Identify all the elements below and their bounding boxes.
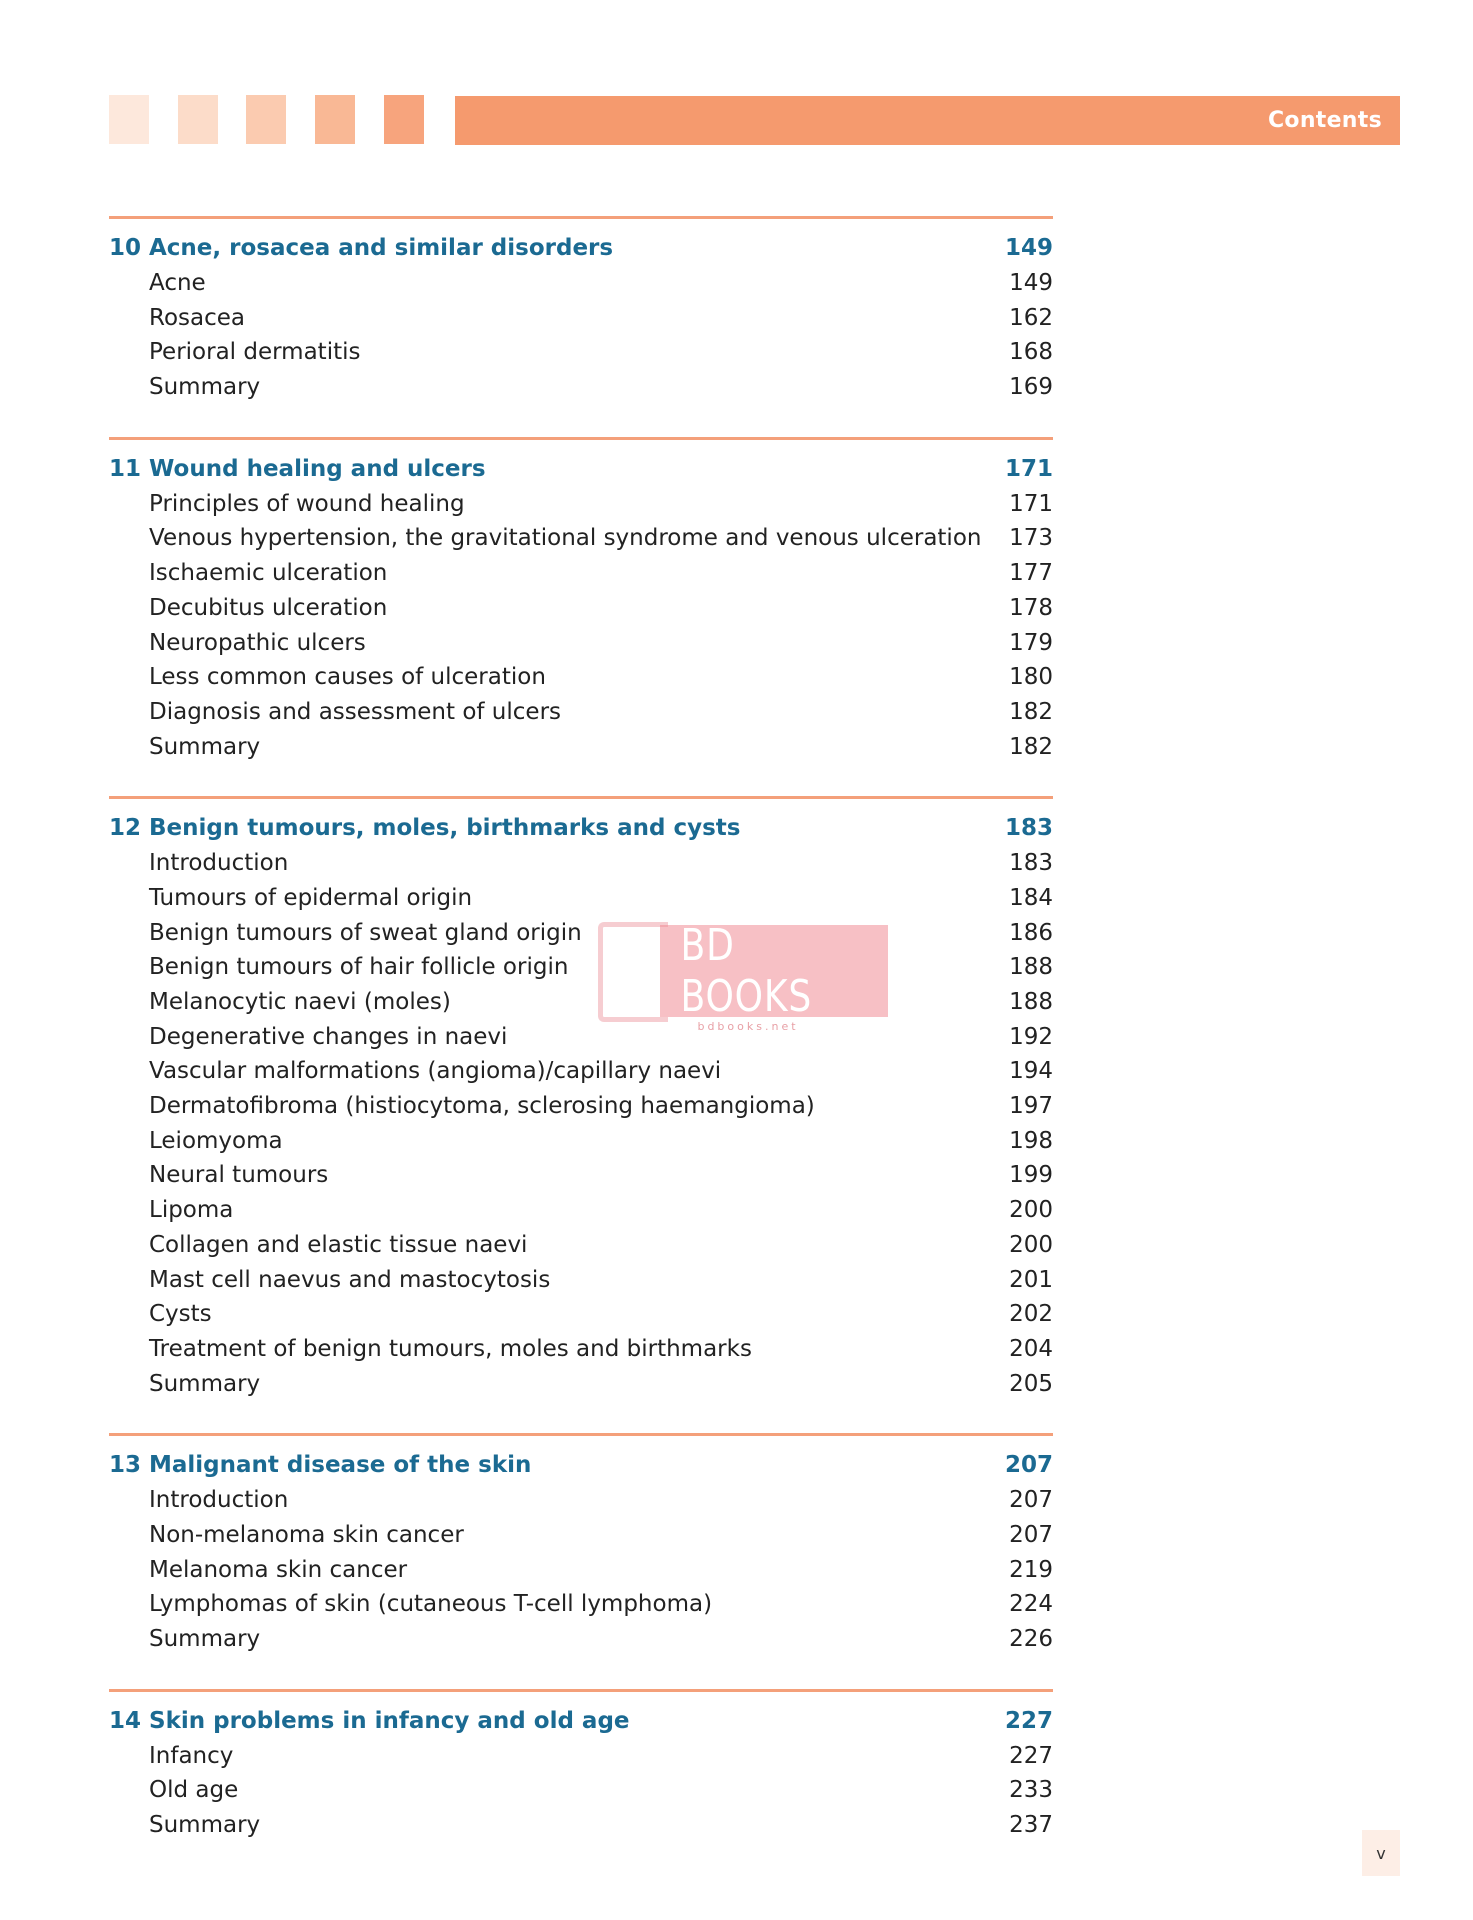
toc-entry-title: Cysts (149, 1301, 212, 1328)
chapter-number: 14 (109, 1707, 142, 1734)
toc-entry-page: 188 (1009, 989, 1053, 1015)
toc-entry-page: 226 (1009, 1626, 1053, 1652)
toc-entry-page: 182 (1009, 698, 1053, 725)
chapter-section (109, 437, 1053, 765)
toc-entry-title: Diagnosis and assessment of ulcers (149, 698, 562, 725)
toc-entry[interactable] (109, 1773, 1053, 1808)
page-number: v (1362, 1830, 1400, 1876)
toc-entry[interactable] (109, 1228, 1053, 1263)
toc-entry-page: 199 (1009, 1162, 1053, 1189)
toc-entry-title: Ischaemic ulceration (149, 560, 388, 587)
toc-entry[interactable] (109, 1020, 1053, 1055)
toc-entry[interactable] (109, 950, 1053, 985)
toc-entry-page: 204 (1009, 1335, 1053, 1362)
toc-entry-page: 207 (1009, 1487, 1053, 1514)
chapter-page: 183 (1004, 815, 1053, 842)
toc-entry-title: Decubitus ulceration (149, 594, 388, 621)
toc-entry[interactable] (109, 1089, 1053, 1124)
toc-entry-page: 207 (1009, 1521, 1053, 1548)
chapter-title: Skin problems in infancy and old age (149, 1707, 630, 1734)
toc-entry-title: Melanoma skin cancer (149, 1556, 408, 1583)
chapter-page: 149 (1004, 235, 1053, 261)
toc-entry-title: Summary (149, 1370, 261, 1397)
toc-entry-page: 200 (1009, 1231, 1053, 1258)
toc-entry[interactable] (109, 660, 1053, 695)
toc-entry-page: 205 (1009, 1370, 1053, 1397)
toc-entry-page: 219 (1009, 1556, 1053, 1583)
watermark-text: BD BOOKS (680, 920, 813, 1022)
toc-entry[interactable] (109, 985, 1053, 1020)
header-square (178, 95, 218, 144)
toc-entry-title: Principles of wound healing (149, 490, 465, 517)
toc-entry-title: Mast cell naevus and mastocytosis (149, 1266, 551, 1293)
chapter-heading[interactable] (109, 1704, 1053, 1739)
toc-entry-page: 224 (1009, 1591, 1053, 1618)
page-title: Contents (1267, 108, 1382, 133)
toc-entry-title: Tumours of epidermal origin (149, 884, 473, 911)
toc-entry-title: Summary (149, 1626, 261, 1652)
toc-entry[interactable] (109, 881, 1053, 916)
toc-entry[interactable] (109, 1263, 1053, 1298)
toc-entry-page: 149 (1009, 270, 1053, 296)
toc-entry-title: Summary (149, 733, 261, 760)
header-band (455, 96, 1400, 145)
toc-entry[interactable] (109, 846, 1053, 881)
toc-entry-page: 168 (1009, 339, 1053, 366)
header-square (246, 95, 286, 144)
toc-entry[interactable] (109, 916, 1053, 951)
chapter-section (109, 216, 1053, 405)
chapter-heading-text (109, 1704, 630, 1739)
toc-entry-title: Summary (149, 1812, 261, 1839)
toc-entry-title: Venous hypertension, the gravitational syndrome and venous ulceration (149, 525, 982, 552)
chapter-heading[interactable] (109, 231, 1053, 266)
toc-entry-title: Old age (149, 1777, 239, 1804)
toc-entry-page: 197 (1009, 1093, 1053, 1120)
toc-entry[interactable] (109, 1297, 1053, 1332)
chapter-heading-text (109, 231, 613, 266)
chapter-page: 207 (1004, 1452, 1053, 1479)
watermark-subtext: bdbooks.net (697, 1020, 799, 1033)
toc-entry-title: Introduction (149, 1487, 289, 1514)
chapter-heading[interactable] (109, 1448, 1053, 1483)
toc-entry-page: 202 (1009, 1301, 1053, 1328)
toc-entry-page: 194 (1009, 1058, 1053, 1085)
toc-entry[interactable] (109, 1054, 1053, 1089)
chapter-section (109, 796, 1053, 1401)
toc-entry-page: 184 (1009, 884, 1053, 911)
watermark-box (660, 920, 888, 1022)
header-square (384, 95, 424, 144)
toc-entry-page: 169 (1009, 374, 1053, 401)
toc-entry[interactable] (109, 1808, 1053, 1843)
toc-entry-title: Vascular malformations (angioma)/capillary naevi (149, 1058, 722, 1085)
toc-entry[interactable] (109, 521, 1053, 556)
toc-entry-page: 192 (1009, 1023, 1053, 1050)
chapter-title: Acne, rosacea and similar disorders (149, 235, 614, 261)
toc-entry[interactable] (109, 335, 1053, 370)
toc-entry[interactable] (109, 1124, 1053, 1159)
chapter-heading[interactable] (109, 811, 1053, 846)
toc-entry-title: Infancy (149, 1742, 234, 1769)
toc-entry-page: 201 (1009, 1266, 1053, 1293)
toc-entry-title: Neural tumours (149, 1162, 329, 1189)
toc-entry-title: Lymphomas of skin (cutaneous T-cell lymphoma) (149, 1591, 713, 1618)
chapter-title: Malignant disease of the skin (149, 1452, 532, 1479)
toc-entry-title: Rosacea (149, 304, 245, 331)
toc-entry-title: Introduction (149, 850, 289, 877)
toc-entry-page: 188 (1009, 954, 1053, 981)
toc-entry[interactable] (109, 1367, 1053, 1402)
toc-entry[interactable] (109, 1587, 1053, 1622)
chapter-heading-text (109, 452, 486, 487)
watermark (598, 920, 898, 1033)
toc-entry-title: Benign tumours of hair follicle origin (149, 954, 569, 981)
toc-entry-page: 183 (1009, 850, 1053, 877)
toc-entry-title: Perioral dermatitis (149, 339, 361, 366)
toc-entry-title: Less common causes of ulceration (149, 664, 546, 691)
toc-entry-page: 198 (1009, 1127, 1053, 1154)
header-square (109, 95, 149, 144)
toc-entry-title: Melanocytic naevi (moles) (149, 989, 451, 1015)
toc-entry-title: Neuropathic ulcers (149, 629, 366, 656)
chapter-number: 10 (109, 235, 142, 261)
toc-entry[interactable] (109, 1553, 1053, 1588)
toc-entry-title: Dermatofibroma (histiocytoma, sclerosing haemangioma) (149, 1093, 815, 1120)
toc-entry-page: 227 (1009, 1742, 1053, 1769)
book-icon (598, 922, 668, 1022)
chapter-number: 13 (109, 1452, 142, 1479)
toc-entry-page: 233 (1009, 1777, 1053, 1804)
toc-entry-title: Summary (149, 374, 261, 401)
toc-entry-title: Degenerative changes in naevi (149, 1023, 508, 1050)
toc-entry-page: 200 (1009, 1197, 1053, 1224)
toc-entry-page: 182 (1009, 733, 1053, 760)
toc-entry[interactable] (109, 556, 1053, 591)
toc-entry[interactable] (109, 1193, 1053, 1228)
toc-entry-title: Collagen and elastic tissue naevi (149, 1231, 528, 1258)
toc-entry[interactable] (109, 1332, 1053, 1367)
toc-entry-title: Treatment of benign tumours, moles and birthmarks (149, 1335, 752, 1362)
toc-entry-page: 178 (1009, 594, 1053, 621)
toc-entry[interactable] (109, 730, 1053, 765)
toc-entry-page: 237 (1009, 1812, 1053, 1839)
chapter-heading-text (109, 1448, 531, 1483)
toc-entry[interactable] (109, 1518, 1053, 1553)
toc-entry[interactable] (109, 301, 1053, 336)
toc-entry-title: Non-melanoma skin cancer (149, 1521, 464, 1548)
toc-entry[interactable] (109, 1483, 1053, 1518)
chapter-heading-text (109, 811, 740, 846)
toc-entry-page: 171 (1009, 490, 1053, 517)
toc-entry-page: 173 (1009, 525, 1053, 552)
toc-entry-page: 186 (1009, 919, 1053, 946)
toc-entry[interactable] (109, 487, 1053, 522)
toc-entry[interactable] (109, 1158, 1053, 1193)
header-square (315, 95, 355, 144)
chapter-page: 171 (1004, 455, 1053, 482)
chapter-title: Wound healing and ulcers (149, 455, 486, 482)
chapter-number: 11 (109, 455, 142, 482)
toc-entry-title: Acne (149, 270, 206, 296)
toc-entry[interactable] (109, 1739, 1053, 1774)
table-of-contents (109, 216, 1053, 1875)
chapter-page: 227 (1004, 1707, 1053, 1734)
toc-entry-title: Leiomyoma (149, 1127, 283, 1154)
chapter-number: 12 (109, 815, 142, 842)
toc-entry-title: Lipoma (149, 1197, 234, 1224)
chapter-title: Benign tumours, moles, birthmarks and cysts (149, 815, 741, 842)
toc-entry[interactable] (109, 591, 1053, 626)
chapter-heading[interactable] (109, 452, 1053, 487)
toc-entry-page: 179 (1009, 629, 1053, 656)
toc-entry-page: 177 (1009, 560, 1053, 587)
toc-entry-title: Benign tumours of sweat gland origin (149, 919, 582, 946)
toc-entry[interactable] (109, 266, 1053, 301)
toc-entry-page: 162 (1009, 304, 1053, 331)
toc-entry[interactable] (109, 370, 1053, 405)
toc-entry[interactable] (109, 695, 1053, 730)
chapter-section (109, 1689, 1053, 1843)
toc-entry[interactable] (109, 626, 1053, 661)
toc-entry[interactable] (109, 1622, 1053, 1657)
toc-entry-page: 180 (1009, 664, 1053, 691)
chapter-section (109, 1433, 1053, 1656)
